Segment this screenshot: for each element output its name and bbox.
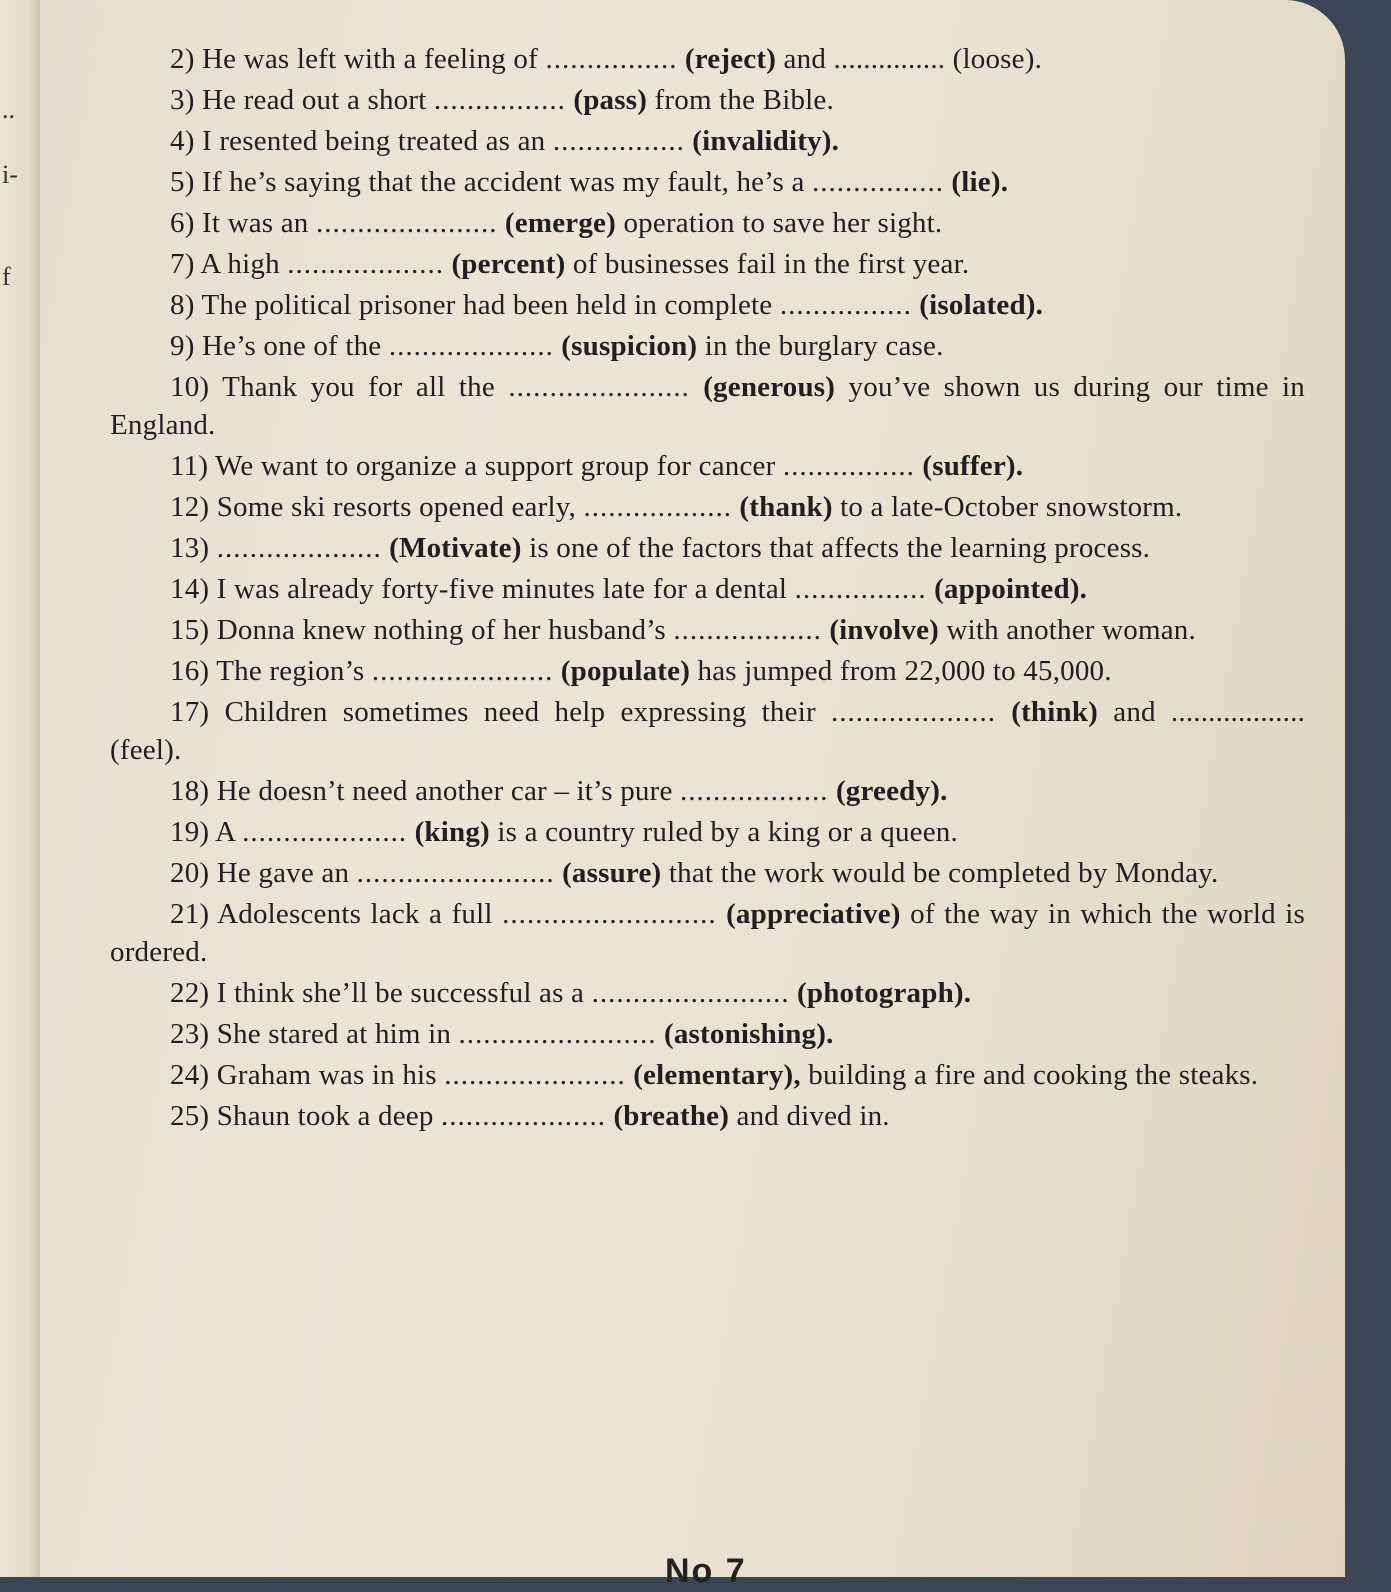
base-word: (reject) <box>684 43 777 75</box>
item-text-before: The political prisoner had been held in complete <box>201 289 773 321</box>
item-text-after: in the burglary case. <box>704 330 944 362</box>
answer-blank: .................. <box>583 491 732 523</box>
base-word: (pass) <box>573 84 648 116</box>
exercise-item <box>110 368 1305 444</box>
base-word: (percent) <box>451 248 566 280</box>
item-number: 17) <box>170 696 210 728</box>
answer-blank: ................ <box>433 84 566 116</box>
base-word: (breathe) <box>613 1100 730 1132</box>
item-number: 2) <box>170 43 195 75</box>
answer-blank: .................... <box>216 532 382 564</box>
exercise-item <box>110 813 1305 851</box>
item-number: 21) <box>170 898 210 930</box>
answer-blank: ................... <box>287 248 444 280</box>
item-number: 11) <box>170 450 209 482</box>
exercise-item <box>110 895 1305 971</box>
exercise-item <box>110 772 1305 810</box>
item-text-after: and .................. (feel). <box>110 696 1306 766</box>
answer-blank: .................... <box>388 330 554 362</box>
answer-blank: ................ <box>545 43 678 75</box>
base-word: (populate) <box>560 655 691 687</box>
exercise-item <box>110 1056 1305 1094</box>
item-text-before: Thank you for all the <box>222 371 495 403</box>
answer-blank: .......................... <box>502 898 717 930</box>
base-word: (elementary), <box>633 1059 801 1091</box>
item-text-after: of the way in which the world is ordered. <box>110 898 1306 968</box>
base-word: (invalidity). <box>692 125 840 157</box>
item-text-before: A <box>215 816 235 848</box>
item-number: 23) <box>170 1018 210 1050</box>
answer-blank: ................ <box>552 125 685 157</box>
exercise-item <box>110 570 1305 608</box>
margin-mark: .. <box>2 95 15 124</box>
answer-blank: .................... <box>242 816 408 848</box>
item-number: 3) <box>170 84 195 116</box>
item-text-before: Adolescents lack a full <box>217 898 493 930</box>
item-text-before: She stared at him in <box>216 1018 452 1050</box>
item-text-before: Shaun took a deep <box>216 1100 434 1132</box>
exercise-item <box>110 122 1305 160</box>
item-text-before: He read out a short <box>202 84 427 116</box>
item-text-after: you’ve shown us during our time in England. <box>110 371 1305 441</box>
exercise-item <box>110 447 1305 485</box>
item-text-after: from the Bible. <box>654 84 834 116</box>
item-text-before: He’s one of the <box>202 330 382 362</box>
item-number: 4) <box>170 125 195 157</box>
base-word: (astonishing). <box>663 1018 834 1050</box>
item-text-after: operation to save her sight. <box>623 207 943 239</box>
answer-blank: ........................ <box>591 977 790 1009</box>
base-word: (emerge) <box>504 207 616 239</box>
base-word: (thank) <box>739 491 833 523</box>
item-text-before: I resented being treated as an <box>202 125 546 157</box>
base-word: (greedy). <box>835 775 948 807</box>
item-number: 24) <box>170 1059 210 1091</box>
item-text-before: He was left with a feeling of <box>202 43 538 75</box>
item-number: 14) <box>170 573 210 605</box>
item-text-after: is one of the factors that affects the learning process. <box>529 532 1151 564</box>
base-word: (generous) <box>703 371 836 403</box>
answer-blank: ................ <box>782 450 915 482</box>
exercise-item <box>110 204 1305 242</box>
worksheet-page <box>40 0 1345 1590</box>
answer-blank: .................. <box>679 775 829 807</box>
page-number: No 7 <box>665 1552 747 1590</box>
item-text-after: and ............... (loose). <box>783 43 1043 75</box>
answer-blank: ...................... <box>315 207 498 239</box>
item-text-before: Children sometimes need help expressing their <box>224 696 816 728</box>
item-text-before: Donna knew nothing of her husband’s <box>216 614 666 646</box>
answer-blank: .................... <box>441 1100 606 1132</box>
answer-blank: ................ <box>779 289 912 321</box>
exercise-item <box>110 488 1305 526</box>
exercise-item <box>110 81 1305 119</box>
item-text-before: He gave an <box>216 857 350 889</box>
exercise-item <box>110 611 1305 649</box>
item-number: 15) <box>170 614 210 646</box>
answer-blank: ...................... <box>444 1059 626 1091</box>
exercise-item <box>110 652 1305 690</box>
answer-blank: .................... <box>831 696 997 728</box>
item-text-after: building a fire and cooking the steaks. <box>808 1059 1259 1091</box>
exercise-item <box>110 40 1305 78</box>
item-number: 20) <box>170 857 210 889</box>
item-number: 9) <box>170 330 195 362</box>
item-text-after: and dived in. <box>736 1100 890 1132</box>
item-text-before: The region’s <box>216 655 365 687</box>
base-word: (appreciative) <box>726 898 901 930</box>
item-text-before: It was an <box>202 207 309 239</box>
item-text-before: A high <box>200 248 280 280</box>
item-text-after: with another woman. <box>946 614 1196 646</box>
item-text-after: that the work would be completed by Monday. <box>668 857 1219 889</box>
base-word: (king) <box>414 816 490 848</box>
item-text-before: He doesn’t need another car – it’s pure <box>216 775 673 807</box>
item-text-before: Some ski resorts opened early, <box>216 491 577 523</box>
answer-blank: .................. <box>673 614 822 646</box>
item-number: 8) <box>170 289 195 321</box>
item-text-after: is a country ruled by a king or a queen. <box>497 816 958 848</box>
item-number: 13) <box>170 532 210 564</box>
exercise-item <box>110 163 1305 201</box>
answer-blank: ........................ <box>356 857 555 889</box>
base-word: (isolated). <box>919 289 1044 321</box>
item-number: 18) <box>170 775 210 807</box>
exercise-item <box>110 693 1305 769</box>
margin-mark: i- <box>2 160 18 189</box>
base-word: (photograph). <box>797 977 972 1009</box>
item-number: 6) <box>170 207 195 239</box>
base-word: (appointed). <box>934 573 1088 605</box>
exercise-item <box>110 854 1305 892</box>
answer-blank: ........................ <box>458 1018 657 1050</box>
base-word: (assure) <box>562 857 662 889</box>
item-number: 19) <box>170 816 210 848</box>
item-number: 22) <box>170 977 210 1009</box>
base-word: (Motivate) <box>389 532 522 564</box>
item-text-after: has jumped from 22,000 to 45,000. <box>697 655 1112 687</box>
base-word: (lie). <box>951 166 1009 198</box>
exercise-list <box>110 40 1305 1138</box>
item-number: 16) <box>170 655 210 687</box>
item-text-before: We want to organize a support group for cancer <box>215 450 776 482</box>
item-text-before: I was already forty-five minutes late for a dental <box>216 573 788 605</box>
base-word: (suspicion) <box>561 330 698 362</box>
answer-blank: ...................... <box>508 371 690 403</box>
item-text-after: to a late-October snowstorm. <box>840 491 1183 523</box>
exercise-item <box>110 1015 1305 1053</box>
item-number: 10) <box>170 371 210 403</box>
exercise-item <box>110 974 1305 1012</box>
item-text-after: of businesses fail in the first year. <box>572 248 970 280</box>
answer-blank: ...................... <box>371 655 554 687</box>
base-word: (suffer). <box>922 450 1024 482</box>
item-number: 25) <box>170 1100 210 1132</box>
exercise-item <box>110 286 1305 324</box>
exercise-item <box>110 529 1305 567</box>
item-text-before: I think she’ll be successful as a <box>216 977 585 1009</box>
exercise-item <box>110 327 1305 365</box>
item-text-before: If he’s saying that the accident was my fault, he’s a <box>202 166 805 198</box>
item-text-before: Graham was in his <box>216 1059 437 1091</box>
answer-blank: ................ <box>794 573 927 605</box>
exercise-item <box>110 245 1305 283</box>
adjacent-page-edge <box>0 0 42 1577</box>
item-number: 12) <box>170 491 210 523</box>
exercise-item <box>110 1097 1305 1135</box>
margin-mark: f <box>2 262 11 291</box>
item-number: 5) <box>170 166 195 198</box>
base-word: (involve) <box>829 614 940 646</box>
base-word: (think) <box>1011 696 1099 728</box>
answer-blank: ................ <box>811 166 944 198</box>
item-number: 7) <box>170 248 195 280</box>
